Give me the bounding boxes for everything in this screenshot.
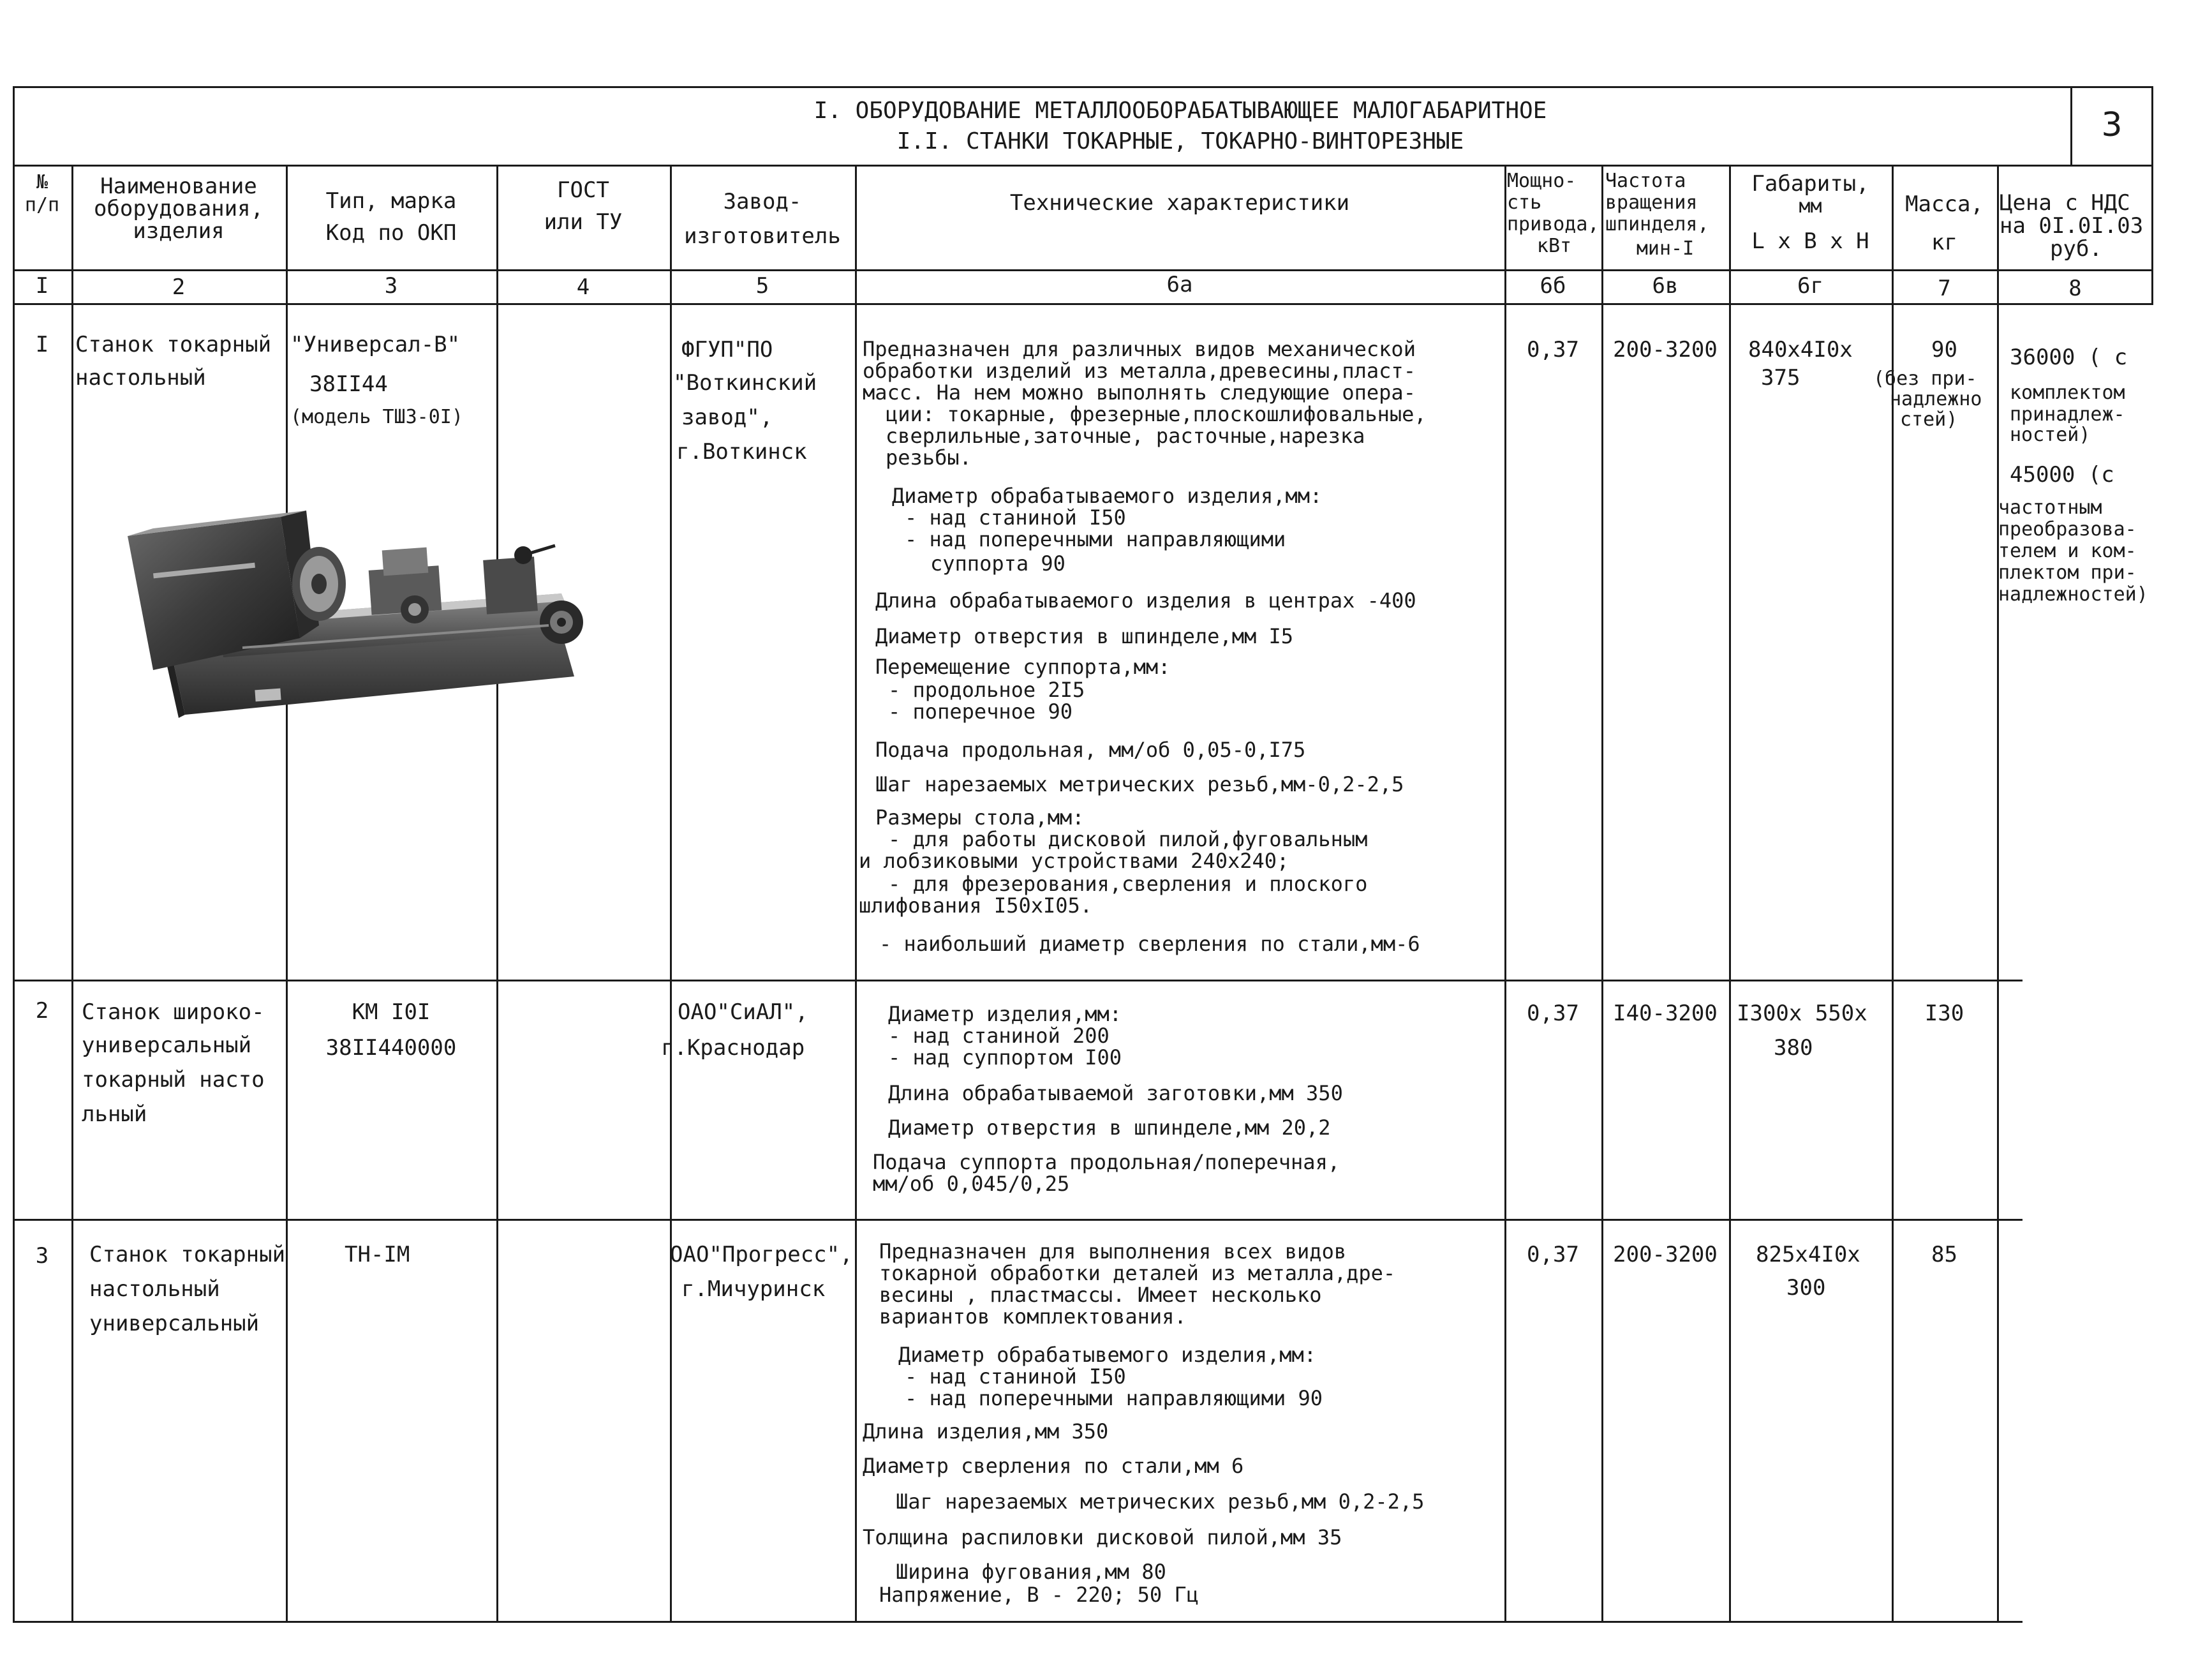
section-title: I. ОБОРУДОВАНИЕ МЕТАЛЛООБОРАБАТЫВАЮЩЕЕ МАЛОГАБАРИТНОЕ xyxy=(813,98,1547,124)
maker: г.Краснодар xyxy=(661,1035,805,1061)
dimensions: 840х4I0х xyxy=(1748,337,1853,362)
maker: ФГУП"ПО xyxy=(681,337,773,362)
mass: (без при- xyxy=(1873,368,1977,390)
maker: ОАО"Прогресс", xyxy=(670,1242,853,1267)
dimensions: 380 xyxy=(1774,1035,1813,1061)
col-divider-2 xyxy=(286,165,288,1623)
item-type: 38II44 xyxy=(309,371,388,397)
item-name: льный xyxy=(82,1101,147,1127)
price: принадлеж- xyxy=(2010,403,2125,426)
column-number: 4 xyxy=(576,274,590,300)
price: ностей) xyxy=(2010,424,2091,446)
item-type: "Универсал-В" xyxy=(290,332,461,357)
table-top-border xyxy=(13,86,2153,88)
col-divider-4 xyxy=(670,165,672,1623)
lathe-photo xyxy=(115,498,600,734)
item-type: ТН-IМ xyxy=(345,1242,410,1267)
column-number: 5 xyxy=(755,273,769,299)
row1-bottom-border xyxy=(13,980,2023,981)
power: 0,37 xyxy=(1527,337,1579,362)
item-name: универсальный xyxy=(89,1311,260,1336)
price: комплектом xyxy=(2010,382,2125,404)
row-number: 3 xyxy=(35,1243,49,1269)
col-divider-8 xyxy=(1729,165,1731,1623)
spindle-speed: 200-3200 xyxy=(1613,337,1718,362)
col-divider-10 xyxy=(1997,165,1999,1623)
column-number: 7 xyxy=(1938,276,1951,301)
power: 0,37 xyxy=(1527,1001,1579,1026)
price: частотным xyxy=(1998,496,2102,519)
right-border xyxy=(2151,86,2153,166)
mass: I30 xyxy=(1924,1001,1964,1026)
maker: "Воткинский xyxy=(673,370,817,396)
price: плектом при- xyxy=(1998,562,2137,584)
subsection-title: I.I. СТАНКИ ТОКАРНЫЕ, ТОКАРНО-ВИНТОРЕЗНЫЕ xyxy=(896,128,1464,154)
col-divider-1 xyxy=(71,165,73,1623)
header-bottom-border xyxy=(13,269,2153,271)
colnum-bottom-border xyxy=(13,303,2153,305)
column-number: 6в xyxy=(1652,273,1679,299)
mass: 85 xyxy=(1931,1242,1957,1267)
item-name: настольный xyxy=(75,365,206,391)
document-page: I. ОБОРУДОВАНИЕ МЕТАЛЛООБОРАБАТЫВАЮЩЕЕ МАЛОГАБАРИТНОЕ I.I. СТАНКИ ТОКАРНЫЕ, ТОКАРНО-ВИНТОРЕЗНЫЕ 3 № п/п Наименование оборудования, изделия Тип, марка Код по ОКП ГОСТ или ТУ Завод- изготовитель Технические характеристики Мощно- сть привода, кВт Частота вращения шпинделя, мин-I Габариты, мм L х В х Н Масса, кг Цена с НДС на 0I.0I.03 руб. I 2 3 4 5 6а 6б 6в 6г 7 8 I Станок токарный настольный "Универсал-В" 38II44 (модель ТШЗ-0I) ФГУП"ПО "Воткинский завод", г.Воткинск Предназначен для различных видов механической обработки изделий из металла,древесины,пласт- масс. На нем можно выполнять следующие опера- ции: токарные, фрезерные,плоскошлифовальные, сверлильные,заточные, расточные,нарезка резьбы. Диаметр обрабатываемого изделия,мм: - над станиной I50 - над поперечными направляющими суппорта 90 Длина обрабатываемого изделия в центрах -400 Диаметр отверстия в шпинделе,мм I5 Перемещение суппорта,мм: - продольное 2I5 - поперечное 90 Подача продольная, мм/об 0,05-0,I75 Шаг нарезаемых метрических резьб,мм-0,2-2,5 Размеры стола,мм: - для работы дисковой пилой,фуговальным и лобзиковыми устройствами 240х240; - для фрезерования,сверления и плоского шлифования I50хI05. - наибольший диаметр сверления по стали,мм-6 0,37 200-3200 840х4I0х 375 90 (без при- надлежно стей) 36000 ( с комплектом принадлеж- ностей) 45000 (с частотным преобразова- телем и ком- плектом при- надлежностей) 2 Станок широко- универсальный токарный насто льный КМ I0I 38II440000 ОАО"СиАЛ", г.Краснодар Диаметр изделия,мм: - над станиной 200 - над суппортом I00 Длина обрабатываемой заготовки,мм 350 Диаметр отверстия в шпинделе,мм 20,2 Подача суппорта продольная/поперечная, мм/об 0,045/0,25 0,37 I40-3200 I300х 550х 380 I30 3 Станок токарный настольный универсальный ТН-IМ ОАО"Прогресс", г.Мичуринск Предназначен для выполнения всех видов токарной обработки деталей из металла,дре- весины , пластмассы. Имеет несколько вариантов комплектования. Диаметр обрабатывемого изделия,мм: - над станиной I50 - над поперечными направляющими 90 Длина изделия,мм 350 Диаметр сверления по стали,мм 6 Шаг нарезаемых метрических резьб,мм 0,2-2,5 Толщина распиловки дисковой пилой,мм 35 Ширина фугования,мм 80 Напряжение, В - 220; 50 Гц 0,37 200-3200 825х4I0х 300 85 xyxy=(0,0,2212,1656)
dimensions: 300 xyxy=(1786,1275,1826,1301)
mass: 90 xyxy=(1931,337,1957,362)
row-number: 2 xyxy=(35,998,49,1024)
dimensions: 375 xyxy=(1761,365,1800,391)
col-divider-3 xyxy=(496,165,498,1623)
mass: надлежно xyxy=(1890,388,1982,410)
power: 0,37 xyxy=(1527,1242,1579,1267)
price: 45000 (с xyxy=(2010,462,2114,488)
column-number: 2 xyxy=(172,274,186,300)
item-type: (модель ТШЗ-0I) xyxy=(290,406,463,428)
item-name: Станок широко- xyxy=(82,999,265,1025)
spindle-speed: I40-3200 xyxy=(1613,1001,1718,1026)
dimensions: 825х4I0х xyxy=(1756,1242,1860,1267)
column-number: I xyxy=(35,273,49,299)
price: надлежностей) xyxy=(1998,583,2148,606)
item-name: токарный насто xyxy=(82,1067,265,1093)
dimensions: I300х 550х xyxy=(1737,1001,1867,1026)
item-type: 38II440000 xyxy=(325,1035,457,1061)
col-divider-7 xyxy=(1601,165,1603,1623)
maker: завод", xyxy=(681,405,773,430)
table-bottom-border xyxy=(13,1621,2023,1623)
maker: ОАО"СиАЛ", xyxy=(678,999,808,1025)
column-number: 8 xyxy=(2068,276,2082,301)
title-bottom-border xyxy=(13,165,2153,167)
column-number: 6а xyxy=(1166,272,1193,297)
left-border xyxy=(13,86,15,1623)
item-name: универсальный xyxy=(82,1033,252,1058)
spindle-speed: 200-3200 xyxy=(1613,1242,1718,1267)
price: преобразова- xyxy=(1998,518,2137,541)
column-number: 6б xyxy=(1540,273,1566,299)
price: 36000 ( с xyxy=(2010,345,2128,370)
mass: стей) xyxy=(1900,408,1958,431)
item-name: Станок токарный xyxy=(89,1242,286,1267)
col-divider-5 xyxy=(855,165,857,1623)
column-number: 6г xyxy=(1797,273,1823,299)
maker: г.Мичуринск xyxy=(681,1276,826,1302)
row2-bottom-border xyxy=(13,1219,2023,1221)
row-number: I xyxy=(35,332,49,357)
maker: г.Воткинск xyxy=(676,439,807,465)
item-name: Станок токарный xyxy=(75,332,272,357)
item-type: КМ I0I xyxy=(352,999,431,1025)
price: телем и ком- xyxy=(1998,540,2137,562)
column-number: 3 xyxy=(384,273,398,299)
col-divider-6 xyxy=(1504,165,1506,1623)
item-name: настольный xyxy=(89,1276,220,1302)
page-number: 3 xyxy=(2101,106,2123,144)
